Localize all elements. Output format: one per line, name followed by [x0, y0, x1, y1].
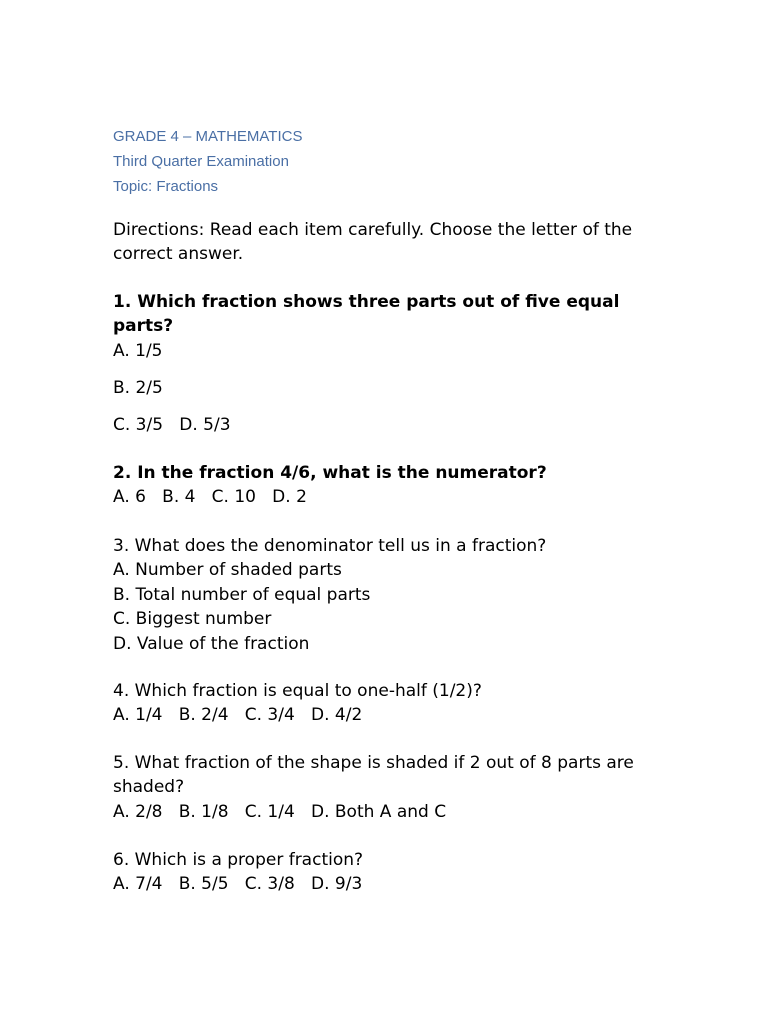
- question-5-choices: A. 2/8 B. 1/8 C. 1/4 D. Both A and C: [113, 801, 447, 822]
- question-5-text-line-2: shaded?: [113, 777, 185, 798]
- question-4: [113, 679, 673, 728]
- question-6-text: 6. Which is a proper fraction?: [113, 850, 364, 870]
- question-1-choice-cd-block: [113, 413, 673, 437]
- question-1-choice-b-block: [113, 376, 673, 400]
- question-2-choices: A. 6 B. 4 C. 10 D. 2: [113, 487, 307, 508]
- exam-title: Third Quarter Examination: [113, 153, 289, 170]
- question-3-choice-a: A. Number of shaded parts: [113, 560, 342, 581]
- question-3-text: 3. What does the denominator tell us in a fraction?: [113, 536, 547, 556]
- question-2-text: 2. In the fraction 4/6, what is the numerator?: [113, 463, 547, 483]
- question-5-text-line-1: 5. What fraction of the shape is shaded if 2 out of 8 parts are: [113, 753, 634, 773]
- question-6-choices: A. 7/4 B. 5/5 C. 3/8 D. 9/3: [113, 874, 363, 895]
- question-1-text-line-2: parts?: [113, 316, 174, 337]
- exam-header: [113, 124, 302, 199]
- question-1-text-line-1: 1. Which fraction shows three parts out of five equal: [113, 292, 620, 312]
- question-3-choice-d: D. Value of the fraction: [113, 633, 310, 654]
- question-6: [113, 848, 673, 897]
- question-3: [113, 534, 673, 656]
- question-3-choice-c: C. Biggest number: [113, 609, 272, 630]
- question-4-text: 4. Which fraction is equal to one-half (1/2)?: [113, 681, 482, 701]
- grade-title: GRADE 4 – MATHEMATICS: [113, 128, 303, 145]
- question-1: [113, 290, 673, 363]
- question-3-choice-b: B. Total number of equal parts: [113, 584, 371, 605]
- question-5: [113, 751, 673, 824]
- topic-title: Topic: Fractions: [113, 178, 219, 195]
- directions: [113, 218, 673, 267]
- directions-line-2: correct answer.: [113, 244, 244, 265]
- question-1-choice-b: B. 2/5: [113, 378, 163, 398]
- directions-line-1: Directions: Read each item carefully. Choose the letter of the: [113, 220, 633, 240]
- question-1-choice-a: A. 1/5: [113, 340, 163, 361]
- question-4-choices: A. 1/4 B. 2/4 C. 3/4 D. 4/2: [113, 705, 363, 726]
- question-1-choices-cd: C. 3/5 D. 5/3: [113, 415, 231, 435]
- question-2: [113, 461, 673, 510]
